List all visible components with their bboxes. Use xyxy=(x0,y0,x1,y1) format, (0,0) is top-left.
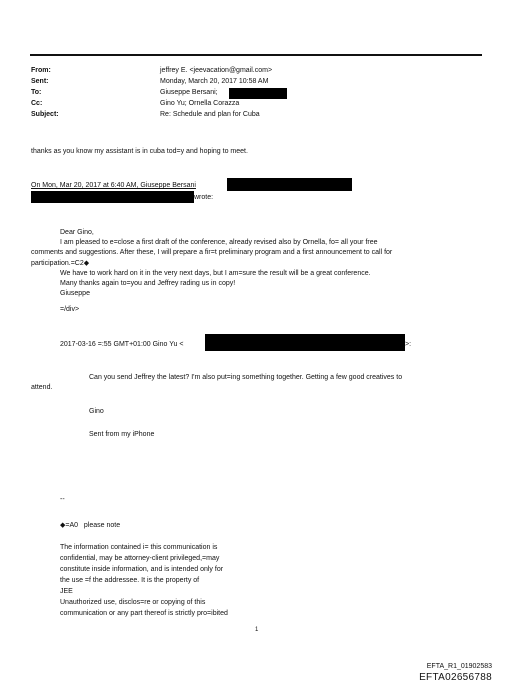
to-value: Giuseppe Bersani; xyxy=(160,89,218,96)
sent-label: Sent: xyxy=(31,78,49,85)
replacement-glyph-icon: ◆ xyxy=(83,259,90,267)
note-text: please note xyxy=(83,522,121,529)
from-value: jeffrey E. <jeevacation@gmail.com> xyxy=(160,67,273,74)
cc-value: Gino Yu; Ornella Corazza xyxy=(160,100,240,107)
from-label: From: xyxy=(31,67,51,74)
disclaimer-line1: The information contained i= this communication is xyxy=(60,544,218,551)
subject-value: Re: Schedule and plan for Cuba xyxy=(160,111,260,118)
quote-intro-line1: On Mon, Mar 20, 2017 at 6:40 AM, Giuseppe Bersani xyxy=(31,182,196,189)
para1-line2: comments and suggestions. After these, I will prepare a fir=t preliminary program and a first announcement to call for xyxy=(31,249,393,256)
subject-label: Subject: xyxy=(31,111,59,118)
para1-line1: I am pleased to e=close a first draft of the conference, already revised also by Ornella, fo= all your free xyxy=(60,239,378,246)
disclaimer-line5: JEE xyxy=(60,588,73,595)
header-rule xyxy=(30,54,482,56)
cc-label: Cc: xyxy=(31,100,43,107)
nested-header-part2: >: xyxy=(405,341,412,348)
reply-line: thanks as you know my assistant is in cuba tod=y and hoping to meet. xyxy=(31,148,248,155)
dashes: -- xyxy=(60,496,65,503)
redaction-gino-email xyxy=(205,334,405,351)
gino-line2: attend. xyxy=(31,384,53,391)
note-line xyxy=(60,520,120,531)
redaction-quote-email xyxy=(227,178,352,191)
sent-value: Monday, March 20, 2017 10:58 AM xyxy=(160,78,269,85)
disclaimer-line6: Unauthorized use, disclos=re or copying of this xyxy=(60,599,206,606)
signoff: Giuseppe xyxy=(60,290,90,297)
redaction-quote-line2 xyxy=(31,191,194,203)
disclaimer-line2: confidential, may be attorney-client privileged,=may xyxy=(60,555,220,562)
note-prefix: =A0 xyxy=(65,522,79,529)
para1-line3: participation.=C2 xyxy=(31,260,84,267)
gino-line1: Can you send Jeffrey the latest? I'm also put=ing something together. Getting a few good creatives to xyxy=(89,374,403,381)
gino-sign: Gino xyxy=(89,408,104,415)
greeting: Dear Gino, xyxy=(60,229,94,236)
para2: We have to work hard on it in the very next days, but I am=sure the result will be a great conference. xyxy=(60,270,371,277)
footer-id-large: EFTA02656788 xyxy=(419,672,492,683)
quote-intro-line2: wrote: xyxy=(194,194,214,201)
disclaimer-line3: constitute inside information, and is intended only for xyxy=(60,566,224,573)
para1-line3-wrap xyxy=(31,258,89,269)
disclaimer-line7: communication or any part thereof is strictly pro=ibited xyxy=(60,610,228,617)
para3: Many thanks again to=you and Jeffrey rading us in copy! xyxy=(60,280,236,287)
replacement-glyph-icon: ◆ xyxy=(60,521,66,529)
disclaimer-line4: the use =f the addressee. It is the property of xyxy=(60,577,200,584)
div-close: =/div> xyxy=(60,306,80,313)
to-label: To: xyxy=(31,89,42,96)
nested-header-part1: 2017-03-16 =:55 GMT+01:00 Gino Yu < xyxy=(60,341,184,348)
sent-from: Sent from my iPhone xyxy=(89,431,155,438)
page-number: 1 xyxy=(255,627,259,633)
footer-id-small: EFTA_R1_01902583 xyxy=(426,663,492,670)
redaction-to xyxy=(229,88,287,99)
